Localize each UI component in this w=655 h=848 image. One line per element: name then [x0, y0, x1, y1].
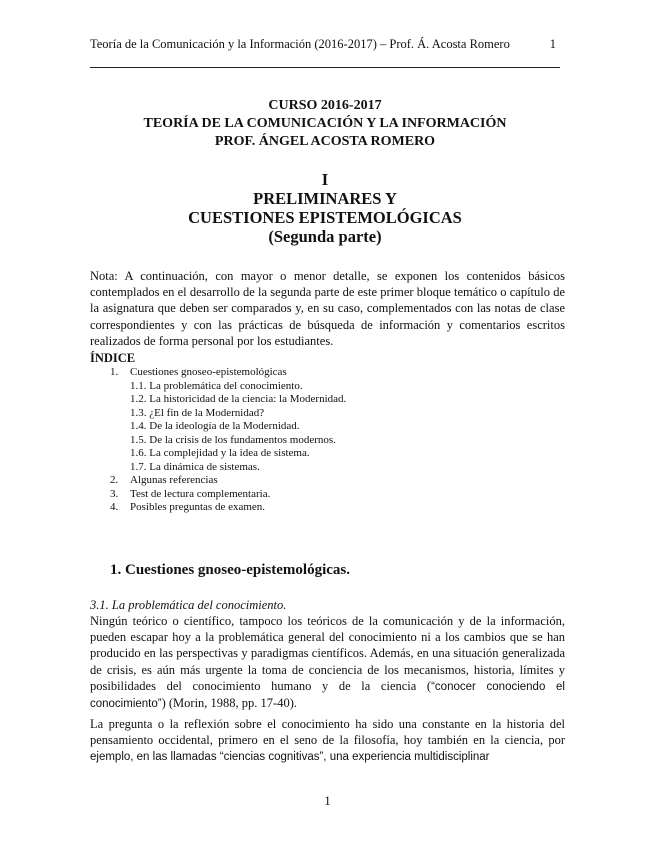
index-item: 3. Test de lectura complementaria.	[110, 487, 271, 500]
course-year: CURSO 2016-2017	[268, 98, 382, 113]
header-page-number: 1	[549, 37, 556, 51]
inline-quote: “conocer conociendo el conocimiento”	[90, 680, 565, 711]
course-subject: TEORÍA DE LA COMUNICACIÓN Y LA INFORMACIÓN	[143, 116, 507, 131]
chapter-numeral: I	[321, 170, 329, 189]
index-heading: ÍNDICE	[90, 351, 136, 365]
index-item: 1.6. La complejidad y la idea de sistema.	[130, 447, 310, 459]
index-item: 1.5. De la crisis de los fundamentos modernos.	[130, 433, 336, 446]
body-paragraph: Ningún teórico o científico, tampoco los teóricos de la comunicación y de la información, pueden escapar hoy a la problemática general del conocimiento ni a los cambios que se han producido en las perspectivas y paradigmas científicos. Además, en una situación generalizada de crisis, es aún más urgente la toma de conciencia de los mecanismos, historia, límites y posibilidades del conocimiento humano y de la ciencia (“conocer conociendo el conocimiento”) (Morin, 1988, pp. 17-40).	[90, 614, 565, 711]
subsection-heading: 3.1. La problemática del conocimiento.	[90, 598, 287, 612]
course-professor: PROF. ÁNGEL ACOSTA ROMERO	[214, 134, 436, 149]
index-item: 2. Algunas referencias	[110, 474, 218, 486]
body-paragraph: La pregunta o la reflexión sobre el conocimiento ha sido una constante en la historia del pensamiento occidental, primero en el seno de la filosofía, hoy también en la ciencia, por ejemplo, en las llamadas “ciencias cognitivas”, una experiencia multidisciplinar	[90, 717, 565, 764]
index-item: 1.2. La historicidad de la ciencia: la Modernidad.	[130, 393, 347, 405]
footer-page-number: 1	[324, 793, 331, 808]
chapter-subtitle: (Segunda parte)	[268, 227, 382, 246]
index-list	[110, 366, 530, 515]
section-heading: 1. Cuestiones gnoseo-epistemológicas.	[110, 562, 350, 578]
header-divider	[90, 67, 560, 68]
course-title-block	[90, 97, 560, 151]
index-item: 1.4. De la ideología de la Modernidad.	[130, 420, 300, 432]
running-header	[90, 36, 560, 52]
index-item: 1.1. La problemática del conocimiento.	[130, 379, 303, 392]
index-item: 1.7. La dinámica de sistemas.	[130, 460, 260, 473]
running-title: Teoría de la Comunicación y la Información (2016-2017) – Prof. Á. Acosta Romero	[90, 37, 510, 51]
chapter-title-block	[90, 170, 560, 246]
index-item: 1.3. ¿El fin de la Modernidad?	[130, 406, 265, 419]
index-item: 1. Cuestiones gnoseo-epistemológicas	[110, 366, 287, 378]
chapter-title-line2: CUESTIONES EPISTEMOLÓGICAS	[188, 208, 462, 227]
introductory-note: Nota: A continuación, con mayor o menor detalle, se exponen los contenidos básicos contemplados en el desarrollo de la segunda parte de este primer bloque temático o capítulo de la asignatura que deben ser comparados y, en su caso, complementados con las notas de clase correspondientes y con las prácticas de búsqueda de información y comentarios escritos realizados de forma personal por los estudiantes.	[90, 269, 565, 348]
index-item: 4. Posibles preguntas de examen.	[110, 501, 266, 513]
chapter-title-line1: PRELIMINARES Y	[253, 189, 397, 208]
